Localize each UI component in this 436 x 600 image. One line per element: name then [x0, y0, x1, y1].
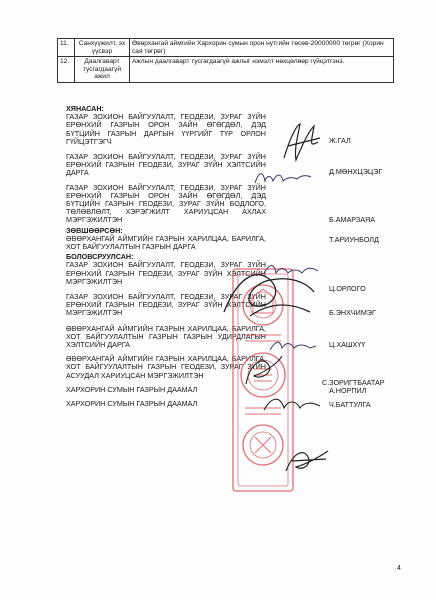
signatory-name: С.ЗОРИГТБААТАР — [322, 378, 385, 388]
signature-7 — [262, 392, 322, 416]
page-number: 4 — [397, 565, 401, 572]
signatory-title: ГАЗАР ЗОХИОН БАЙГУУЛАЛТ, ГЕОДЕЗИ, ЗУРАГ ЗҮЙН ЕРӨНХИЙ ГАЗРЫН ОРОН ЗАЙН ӨГӨГДӨЛ, ДЭД БҮТЦИЙН ГАЗРЫН ГЕОДЕЗИ, ЗУРАГ ЗҮЙН БОДЛОГО, ТӨЛӨВЛӨЛТ, ХЭРЭГЖИЛТ ХАРИУЦСАН АХЛАХ МЭРГЭЖИЛТЭН — [66, 182, 266, 225]
signatory-name: Ц.ХАШХҮҮ — [329, 339, 366, 349]
signature-8 — [282, 445, 332, 477]
approved-heading: ХЯНАСАН: — [66, 104, 104, 113]
table-row — [58, 57, 394, 83]
signatory-name: Б.АМАРЗАЯА — [329, 214, 376, 224]
agreed-heading: ЗӨВШӨӨРСӨН: — [66, 225, 123, 235]
row-number: 12. — [58, 57, 75, 83]
signatory-title: ӨВӨРХАНГАЙ АЙМГИЙН ГАЗРЫН ХАРИЛЦАА, БАРИЛГА, ХОТ БАЙГУУЛАЛТЫН ГАЗРЫН ГАЗРЫН УДИРДЛАГЫН ХЭЛТСИЙН ДАРГА — [66, 323, 266, 350]
row-description: Өвөрхангай аймгийн Хархорин сумын орон нутгийн төсөв-20000000 төгрөг (Хорин сая төгрөг) — [130, 39, 394, 57]
signatory-title: ГАЗАР ЗОХИОН БАЙГУУЛАЛТ, ГЕОДЕЗИ, ЗУРАГ ЗҮЙН ЕРӨНХИЙ ГАЗРЫН ГЕОДЕЗИ, ЗУРАГ ЗҮЙН ХЭЛТСИЙН МЭРГЭЖИЛТЭН — [66, 260, 266, 286]
signatory-title: ГАЗАР ЗОХИОН БАЙГУУЛАЛТ, ГЕОДЕЗИ, ЗУРАГ ЗҮЙН ЕРӨНХИЙ ГАЗРЫН ГЕОДЕЗИ, ЗУРАГ ЗҮЙН ХЭЛТСИЙН МЭРГЭЖИЛТЭН — [66, 292, 266, 318]
table-row — [58, 39, 394, 57]
row-field: Даалгаварт тусгагдаагүй ажил — [75, 57, 130, 83]
signatory-entry — [66, 235, 396, 251]
signatory-title: ӨВӨРХАНГАЙ АЙМГИЙН ГАЗРЫН ХАРИЛЦАА, БАРИЛГА, ХОТ БАЙГУУЛАЛТЫН ГАЗРЫН ДАРГА — [66, 233, 266, 252]
signatory-title: ӨВӨРХАНГАЙ АЙМГИЙН ГАЗРЫН ХАРИЛЦАА, БАРИЛГА, ХОТ БАЙГУУЛАЛТЫН ГАЗРЫН ГЕОДЕЗИ, ЗУРАГ ЗҮЙН АСУУДАЛ ХАРИУЦСАН МЭРГЭЖИЛТЭН — [66, 354, 266, 380]
prepared-heading: БОЛОВСРУУЛСАН: — [66, 252, 134, 262]
signature-1 — [278, 118, 326, 166]
signature-6 — [240, 350, 286, 390]
signatory-name: А.НОРПИЛ — [329, 385, 367, 395]
details-table — [57, 38, 394, 83]
signatory-entry — [66, 113, 396, 146]
row-field: Санхүүжилт, эх үүсвэр — [75, 39, 130, 57]
signatory-entry — [66, 153, 396, 178]
signatory-name: Ж.ГАЛ — [329, 136, 351, 146]
signatory-entry — [66, 184, 396, 225]
signatory-title: ГАЗАР ЗОХИОН БАЙГУУЛАЛТ, ГЕОДЕЗИ, ЗУРАГ ЗҮЙН ЕРӨНХИЙ ГАЗРЫН ОРОН ЗАЙН ӨГӨГДӨЛ, ДЭД БҮТЦИЙН ГАЗРЫН ДАРГЫН ҮҮРГИЙГ ТҮР ОРЛОН ГҮЙЦЭТГЭГЧ — [66, 112, 266, 146]
row-description: Ажлын даалгаварт тусгагдаагүй ажлыг нэмэлт нөхцөлөөр гүйцэтгэнэ. — [130, 57, 394, 83]
signatory-title: ХАРХОРИН СУМЫН ГАЗРЫН ДААМАЛ — [66, 399, 198, 409]
signatory-name: Ц.ОРЛОГО — [329, 284, 366, 294]
signatory-title: ХАРХОРИН СУМЫН ГАЗРЫН ДААМАЛ — [66, 384, 198, 394]
signature-2 — [253, 167, 313, 189]
signatory-name: Ч.БАТТУЛГА — [329, 400, 371, 410]
signatory-name: Т.АРИУНБОЛД — [329, 234, 379, 244]
signatory-name: Д.МӨНХЦЭЦЭГ — [329, 167, 383, 177]
signature-4 — [220, 262, 320, 324]
signatory-title: ГАЗАР ЗОХИОН БАЙГУУЛАЛТ, ГЕОДЕЗИ, ЗУРАГ ЗҮЙН ЕРӨНХИЙ ГАЗРЫН ГЕОДЕЗИ, ЗУРАГ ЗҮЙН ХЭЛТСИЙН ДАРГА — [66, 152, 266, 178]
signatory-name: Б.ЭНХЧИМЭГ — [329, 308, 376, 318]
row-number: 11. — [58, 39, 75, 57]
